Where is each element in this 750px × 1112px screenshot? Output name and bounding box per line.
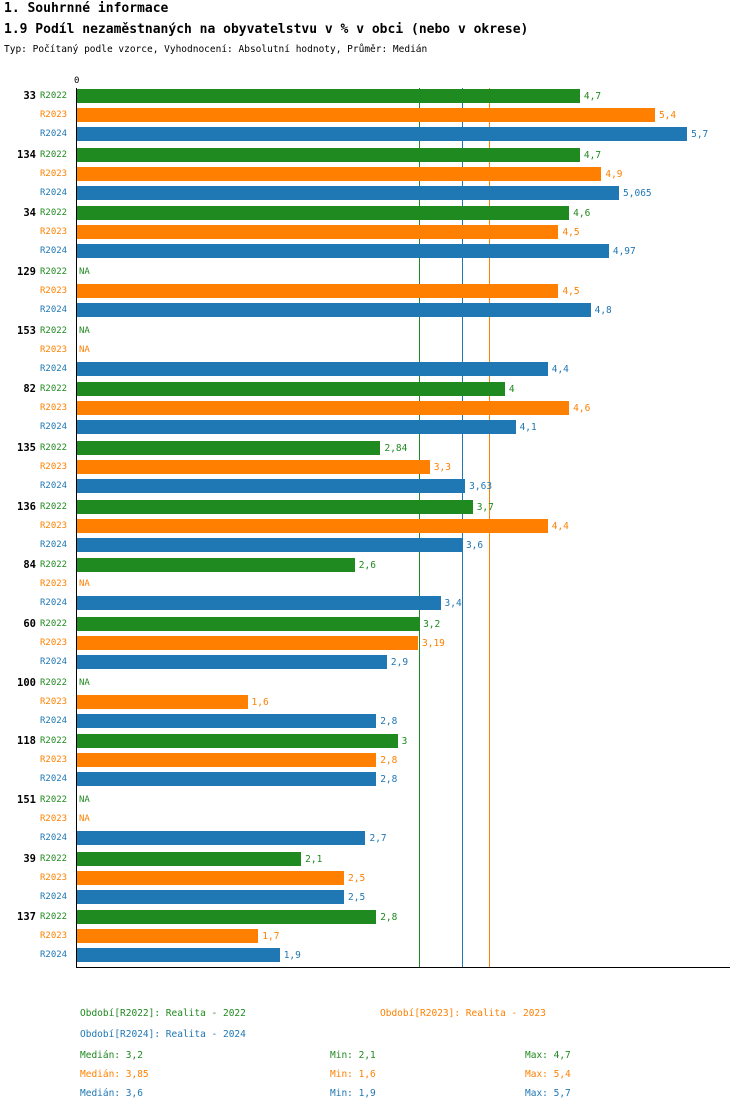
chart-row-group (17, 792, 730, 851)
category-label: 39 (23, 852, 36, 865)
bar (76, 636, 418, 650)
bar (76, 127, 687, 141)
chart-subtitle: Typ: Počítaný podle vzorce, Vyhodnocení: Absolutní hodnoty, Průměr: Medián (4, 44, 428, 55)
stat-min: Min: 2,1 (330, 1050, 376, 1061)
series-label: R2024 (40, 950, 68, 961)
series-label: R2022 (40, 560, 68, 571)
bar (76, 284, 558, 298)
series-label: R2022 (40, 267, 68, 277)
category-label: 34 (23, 207, 36, 220)
chart-row-group (23, 381, 730, 440)
stat-max: Max: 5,4 (525, 1069, 571, 1080)
bar (76, 617, 419, 631)
category-label: 135 (17, 442, 36, 454)
bar-value-label: 4,6 (573, 208, 591, 220)
category-label: 84 (23, 559, 36, 572)
series-label: R2022 (40, 325, 68, 336)
series-label: R2023 (40, 227, 68, 238)
legend-item: Období[R2022]: Realita - 2022 (80, 1008, 246, 1019)
legend-item: Období[R2024]: Realita - 2024 (80, 1029, 246, 1040)
bar (76, 871, 344, 885)
series-label: R2022 (40, 912, 68, 923)
bar (76, 831, 365, 845)
bar-value-label: 2,8 (380, 774, 398, 786)
bar-value-label: 3 (401, 736, 408, 748)
page-title: 1. Souhrnné informace (4, 1, 169, 16)
bar (76, 500, 473, 514)
bar (76, 244, 609, 258)
bar-value-label: 4,4 (551, 363, 569, 375)
series-label: R2023 (40, 344, 68, 355)
bar (76, 948, 280, 962)
series-label: R2023 (40, 755, 68, 766)
chart-row-group (17, 264, 730, 323)
bar-value-label: 3,63 (469, 481, 493, 492)
bar-value-label: 2,9 (390, 657, 409, 668)
bar-value-label: 3,6 (465, 539, 484, 551)
bar (76, 734, 398, 748)
na-label: NA (79, 677, 90, 688)
bar (76, 225, 558, 239)
series-label: R2024 (40, 833, 68, 843)
bar (76, 753, 376, 767)
bar (76, 401, 569, 415)
bar (76, 655, 387, 669)
bar-value-label: 4,7 (583, 149, 602, 161)
stat-max: Max: 4,7 (525, 1050, 571, 1061)
chart-row-group (17, 909, 730, 968)
bar-value-label: 2,8 (380, 912, 398, 924)
bar (76, 558, 355, 572)
series-label: R2023 (40, 286, 68, 296)
bar (76, 929, 258, 943)
series-label: R2023 (40, 696, 68, 707)
series-label: R2024 (40, 363, 68, 374)
series-label: R2024 (40, 305, 68, 315)
stat-max: Max: 5,7 (525, 1088, 571, 1099)
series-label: R2023 (40, 403, 68, 414)
bar (76, 479, 465, 493)
bar (76, 910, 376, 924)
series-label: R2024 (40, 657, 68, 667)
chart-row-group (23, 205, 730, 264)
series-label: R2024 (40, 422, 68, 433)
bar-value-label: 2,84 (384, 443, 408, 454)
category-label: 153 (17, 324, 36, 337)
category-label: 82 (23, 383, 36, 396)
category-label: 136 (17, 500, 36, 513)
series-label: R2024 (40, 539, 68, 550)
bar-value-label: 3,7 (476, 501, 494, 513)
bar-value-label: 2,1 (305, 853, 323, 865)
series-label: R2022 (40, 853, 68, 864)
series-label: R2022 (40, 91, 68, 101)
series-label: R2023 (40, 520, 68, 531)
bar (76, 695, 248, 709)
series-label: R2024 (40, 246, 68, 257)
series-label: R2022 (40, 208, 68, 219)
bar-value-label: 1,6 (251, 696, 269, 708)
bar (76, 186, 619, 200)
category-label: 100 (17, 676, 36, 689)
bar-value-label: 4,6 (573, 403, 591, 415)
stat-median: Medián: 3,2 (80, 1050, 143, 1061)
axis-origin-label: 0 (74, 76, 80, 86)
series-label: R2024 (40, 481, 68, 491)
bar-value-label: 2,5 (348, 891, 366, 903)
series-label: R2022 (40, 795, 68, 805)
series-label: R2023 (40, 931, 68, 942)
bar (76, 460, 430, 474)
category-label: 129 (17, 266, 36, 278)
bar (76, 890, 344, 904)
chart-row-group (23, 88, 730, 147)
bar (76, 519, 548, 533)
series-label: R2024 (40, 187, 68, 198)
series-label: R2024 (40, 774, 68, 785)
stat-min: Min: 1,6 (330, 1069, 376, 1080)
chart-row-group (17, 499, 730, 558)
bar-value-label: 4,5 (562, 227, 580, 239)
chart-title: 1.9 Podíl nezaměstnaných na obyvatelstvu v % v obci (nebo v okrese) (4, 22, 529, 37)
na-label: NA (79, 344, 90, 355)
bar (76, 362, 548, 376)
bar-value-label: 2,8 (380, 755, 398, 767)
bar-value-label: 1,7 (262, 931, 280, 943)
bar-value-label: 4,5 (562, 286, 580, 297)
bar-value-label: 4 (508, 384, 515, 396)
bar-value-label: 4,8 (594, 305, 612, 316)
category-label: 137 (17, 911, 36, 924)
series-label: R2024 (40, 715, 68, 726)
stat-median: Medián: 3,85 (80, 1069, 149, 1080)
bar (76, 772, 376, 786)
stat-min: Min: 1,9 (330, 1088, 376, 1099)
series-label: R2023 (40, 872, 68, 883)
na-label: NA (79, 795, 90, 805)
bar-value-label: 4,4 (551, 520, 569, 532)
na-label: NA (79, 579, 90, 590)
chart-row-group (17, 147, 730, 206)
bar (76, 148, 580, 162)
bar-value-label: 1,9 (283, 950, 301, 962)
bar (76, 596, 441, 610)
bar-value-label: 2,7 (369, 833, 387, 844)
stat-median: Medián: 3,6 (80, 1088, 143, 1099)
series-label: R2022 (40, 736, 68, 747)
series-label: R2022 (40, 384, 68, 395)
bar-value-label: 5,4 (658, 110, 677, 121)
bar-value-label: 3,2 (423, 619, 441, 630)
bar-value-label: 2,6 (358, 560, 376, 572)
na-label: NA (79, 267, 90, 277)
bar-value-label: 3,4 (444, 598, 462, 610)
chart-row-group (17, 675, 730, 734)
series-label: R2022 (40, 619, 68, 629)
bar-value-label: 4,7 (583, 91, 602, 102)
bar-value-label: 3,3 (433, 462, 451, 473)
na-label: NA (79, 325, 90, 336)
bar-value-label: 4,9 (605, 168, 623, 180)
chart-row-group (23, 851, 730, 910)
na-label: NA (79, 814, 90, 824)
legend-item: Období[R2023]: Realita - 2023 (380, 1008, 546, 1019)
bar (76, 538, 462, 552)
bar (76, 852, 301, 866)
bar (76, 382, 505, 396)
bar-value-label: 4,97 (612, 246, 636, 258)
bar-value-label: 5,065 (623, 187, 652, 199)
series-label: R2023 (40, 579, 68, 590)
series-label: R2022 (40, 677, 68, 688)
series-label: R2024 (40, 129, 68, 139)
series-label: R2023 (40, 638, 68, 648)
bar (76, 89, 580, 103)
bar-value-label: 2,5 (348, 872, 366, 884)
bar (76, 167, 601, 181)
bar (76, 714, 376, 728)
series-label: R2023 (40, 462, 68, 472)
category-label: 60 (23, 618, 36, 630)
bar-value-label: 3,19 (422, 638, 445, 649)
bar (76, 303, 591, 317)
bar (76, 441, 380, 455)
chart-row-group (17, 323, 730, 382)
chart-row-group (23, 616, 730, 675)
chart-row-group (17, 440, 730, 499)
category-label: 134 (17, 148, 36, 161)
series-label: R2022 (40, 501, 68, 512)
chart-row-group (23, 557, 730, 616)
bar (76, 420, 516, 434)
category-label: 33 (23, 90, 36, 102)
series-label: R2023 (40, 168, 68, 179)
bar (76, 206, 569, 220)
category-label: 151 (17, 794, 36, 806)
bar-value-label: 5,7 (691, 129, 709, 140)
series-label: R2023 (40, 814, 68, 824)
series-label: R2023 (40, 110, 68, 120)
series-label: R2022 (40, 443, 68, 453)
bar (76, 108, 655, 122)
chart-plot-area (17, 88, 730, 968)
bar-value-label: 4,1 (519, 422, 537, 434)
chart-row-group (17, 733, 730, 792)
series-label: R2022 (40, 149, 68, 160)
bar-value-label: 2,8 (380, 715, 398, 727)
series-label: R2024 (40, 598, 68, 609)
category-label: 118 (17, 735, 36, 748)
series-label: R2024 (40, 891, 68, 902)
